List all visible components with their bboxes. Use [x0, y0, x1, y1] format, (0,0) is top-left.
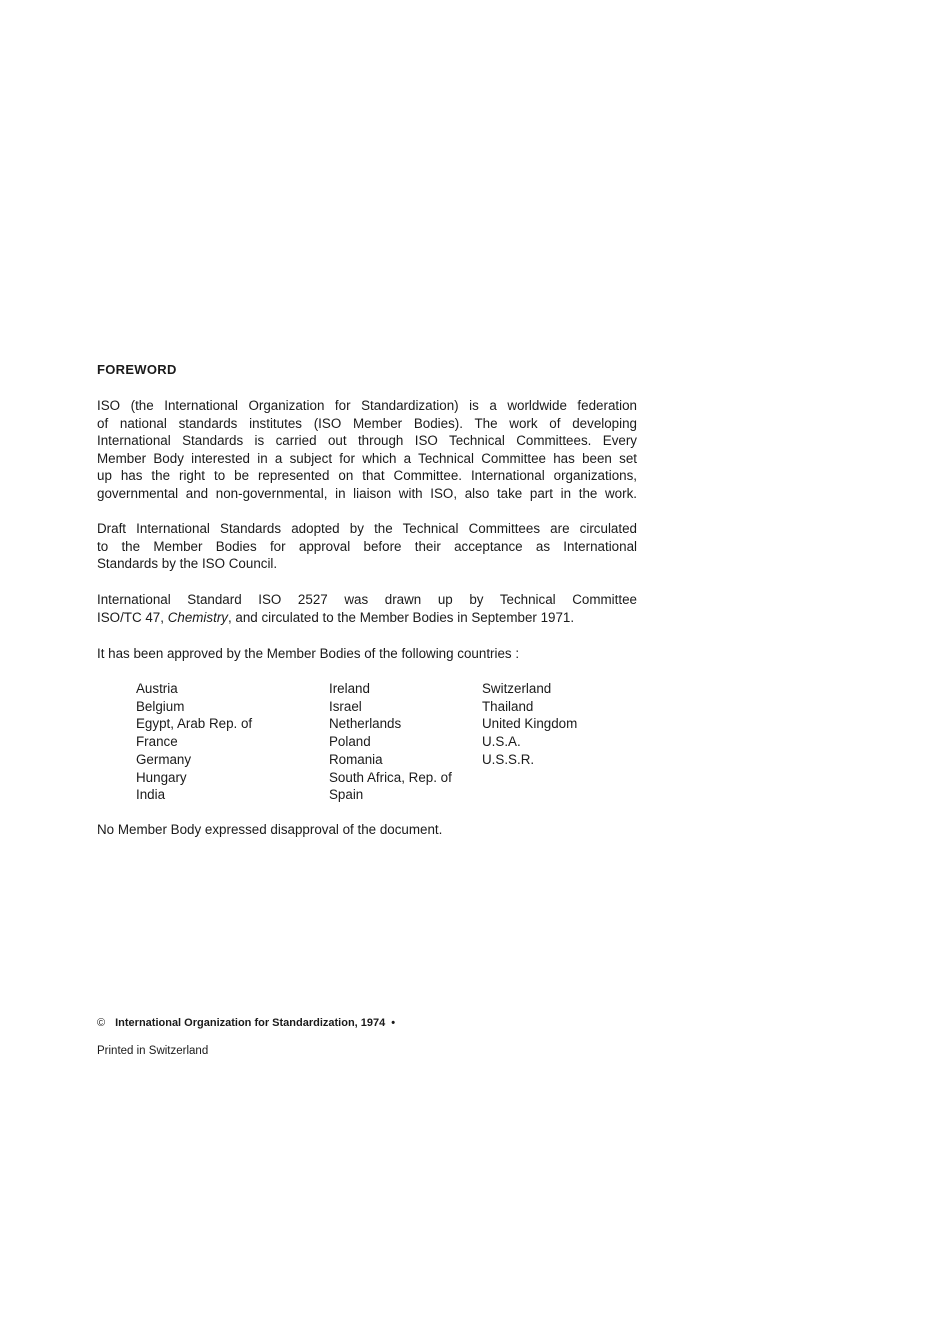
country-item: India: [136, 787, 166, 803]
text-line: of national standards institutes (ISO Member Bodies). The work of developing: [97, 415, 637, 431]
committee-suffix: , and circulated to the Member Bodies in September 1971.: [227, 609, 575, 625]
copyright-notice: [97, 1017, 395, 1029]
foreword-paragraph-disapproval: No Member Body expressed disapproval of the document.: [97, 822, 443, 837]
text-line: Draft International Standards adopted by the Technical Committees are circulated: [97, 521, 637, 536]
countries-column-1: [136, 680, 252, 804]
country-item: France: [136, 734, 178, 750]
country-item: Austria: [136, 681, 178, 696]
countries-column-3: [482, 680, 577, 769]
copyright-text: International Organization for Standardization, 1974: [115, 1017, 386, 1029]
text-line: governmental and non-governmental, in liaison with ISO, also take part in the work.: [97, 485, 637, 501]
country-item: South Africa, Rep. of: [329, 769, 452, 785]
country-item: Germany: [136, 751, 192, 767]
country-item: Poland: [329, 734, 371, 750]
country-item: Spain: [329, 787, 364, 803]
foreword-paragraph-draft: [97, 520, 637, 573]
foreword-heading: FOREWORD: [97, 362, 177, 377]
country-item: Netherlands: [329, 716, 402, 732]
country-item: U.S.S.R.: [482, 751, 535, 767]
text-line: to the Member Bodies for approval before their acceptance as International: [97, 538, 637, 554]
country-item: Romania: [329, 751, 383, 767]
countries-column-2: [329, 680, 452, 804]
printed-in-notice: Printed in Switzerland: [97, 1045, 209, 1057]
text-line: up has the right to be represented on that Committee. International organizations,: [97, 468, 637, 484]
foreword-paragraph-standard: [97, 591, 637, 626]
text-line: Standards by the ISO Council.: [97, 556, 278, 572]
copyright-icon: ©: [97, 1017, 106, 1029]
text-line: [97, 609, 637, 627]
country-item: Hungary: [136, 769, 187, 785]
country-item: Belgium: [136, 698, 185, 714]
text-line: International Standard ISO 2527 was drawn up by Technical Committee: [97, 592, 637, 607]
country-item: Israel: [329, 698, 362, 714]
country-item: U.S.A.: [482, 734, 521, 750]
country-item: Thailand: [482, 698, 534, 714]
country-item: Egypt, Arab Rep. of: [136, 716, 253, 732]
country-item: United Kingdom: [482, 716, 578, 732]
foreword-paragraph-approval: It has been approved by the Member Bodies of the following countries :: [97, 646, 520, 661]
text-line: ISO (the International Organization for Standardization) is a worldwide federation: [97, 398, 637, 413]
committee-prefix: ISO/TC 47,: [97, 609, 168, 625]
country-item: Switzerland: [482, 681, 552, 696]
text-line: International Standards is carried out through ISO Technical Committees. Every: [97, 433, 637, 449]
committee-name: Chemistry: [167, 609, 228, 625]
country-item: Ireland: [329, 681, 370, 696]
text-line: Member Body interested in a subject for which a Technical Committee has been set: [97, 450, 637, 466]
bullet-icon: •: [391, 1017, 396, 1029]
foreword-paragraph-iso: [97, 397, 637, 503]
